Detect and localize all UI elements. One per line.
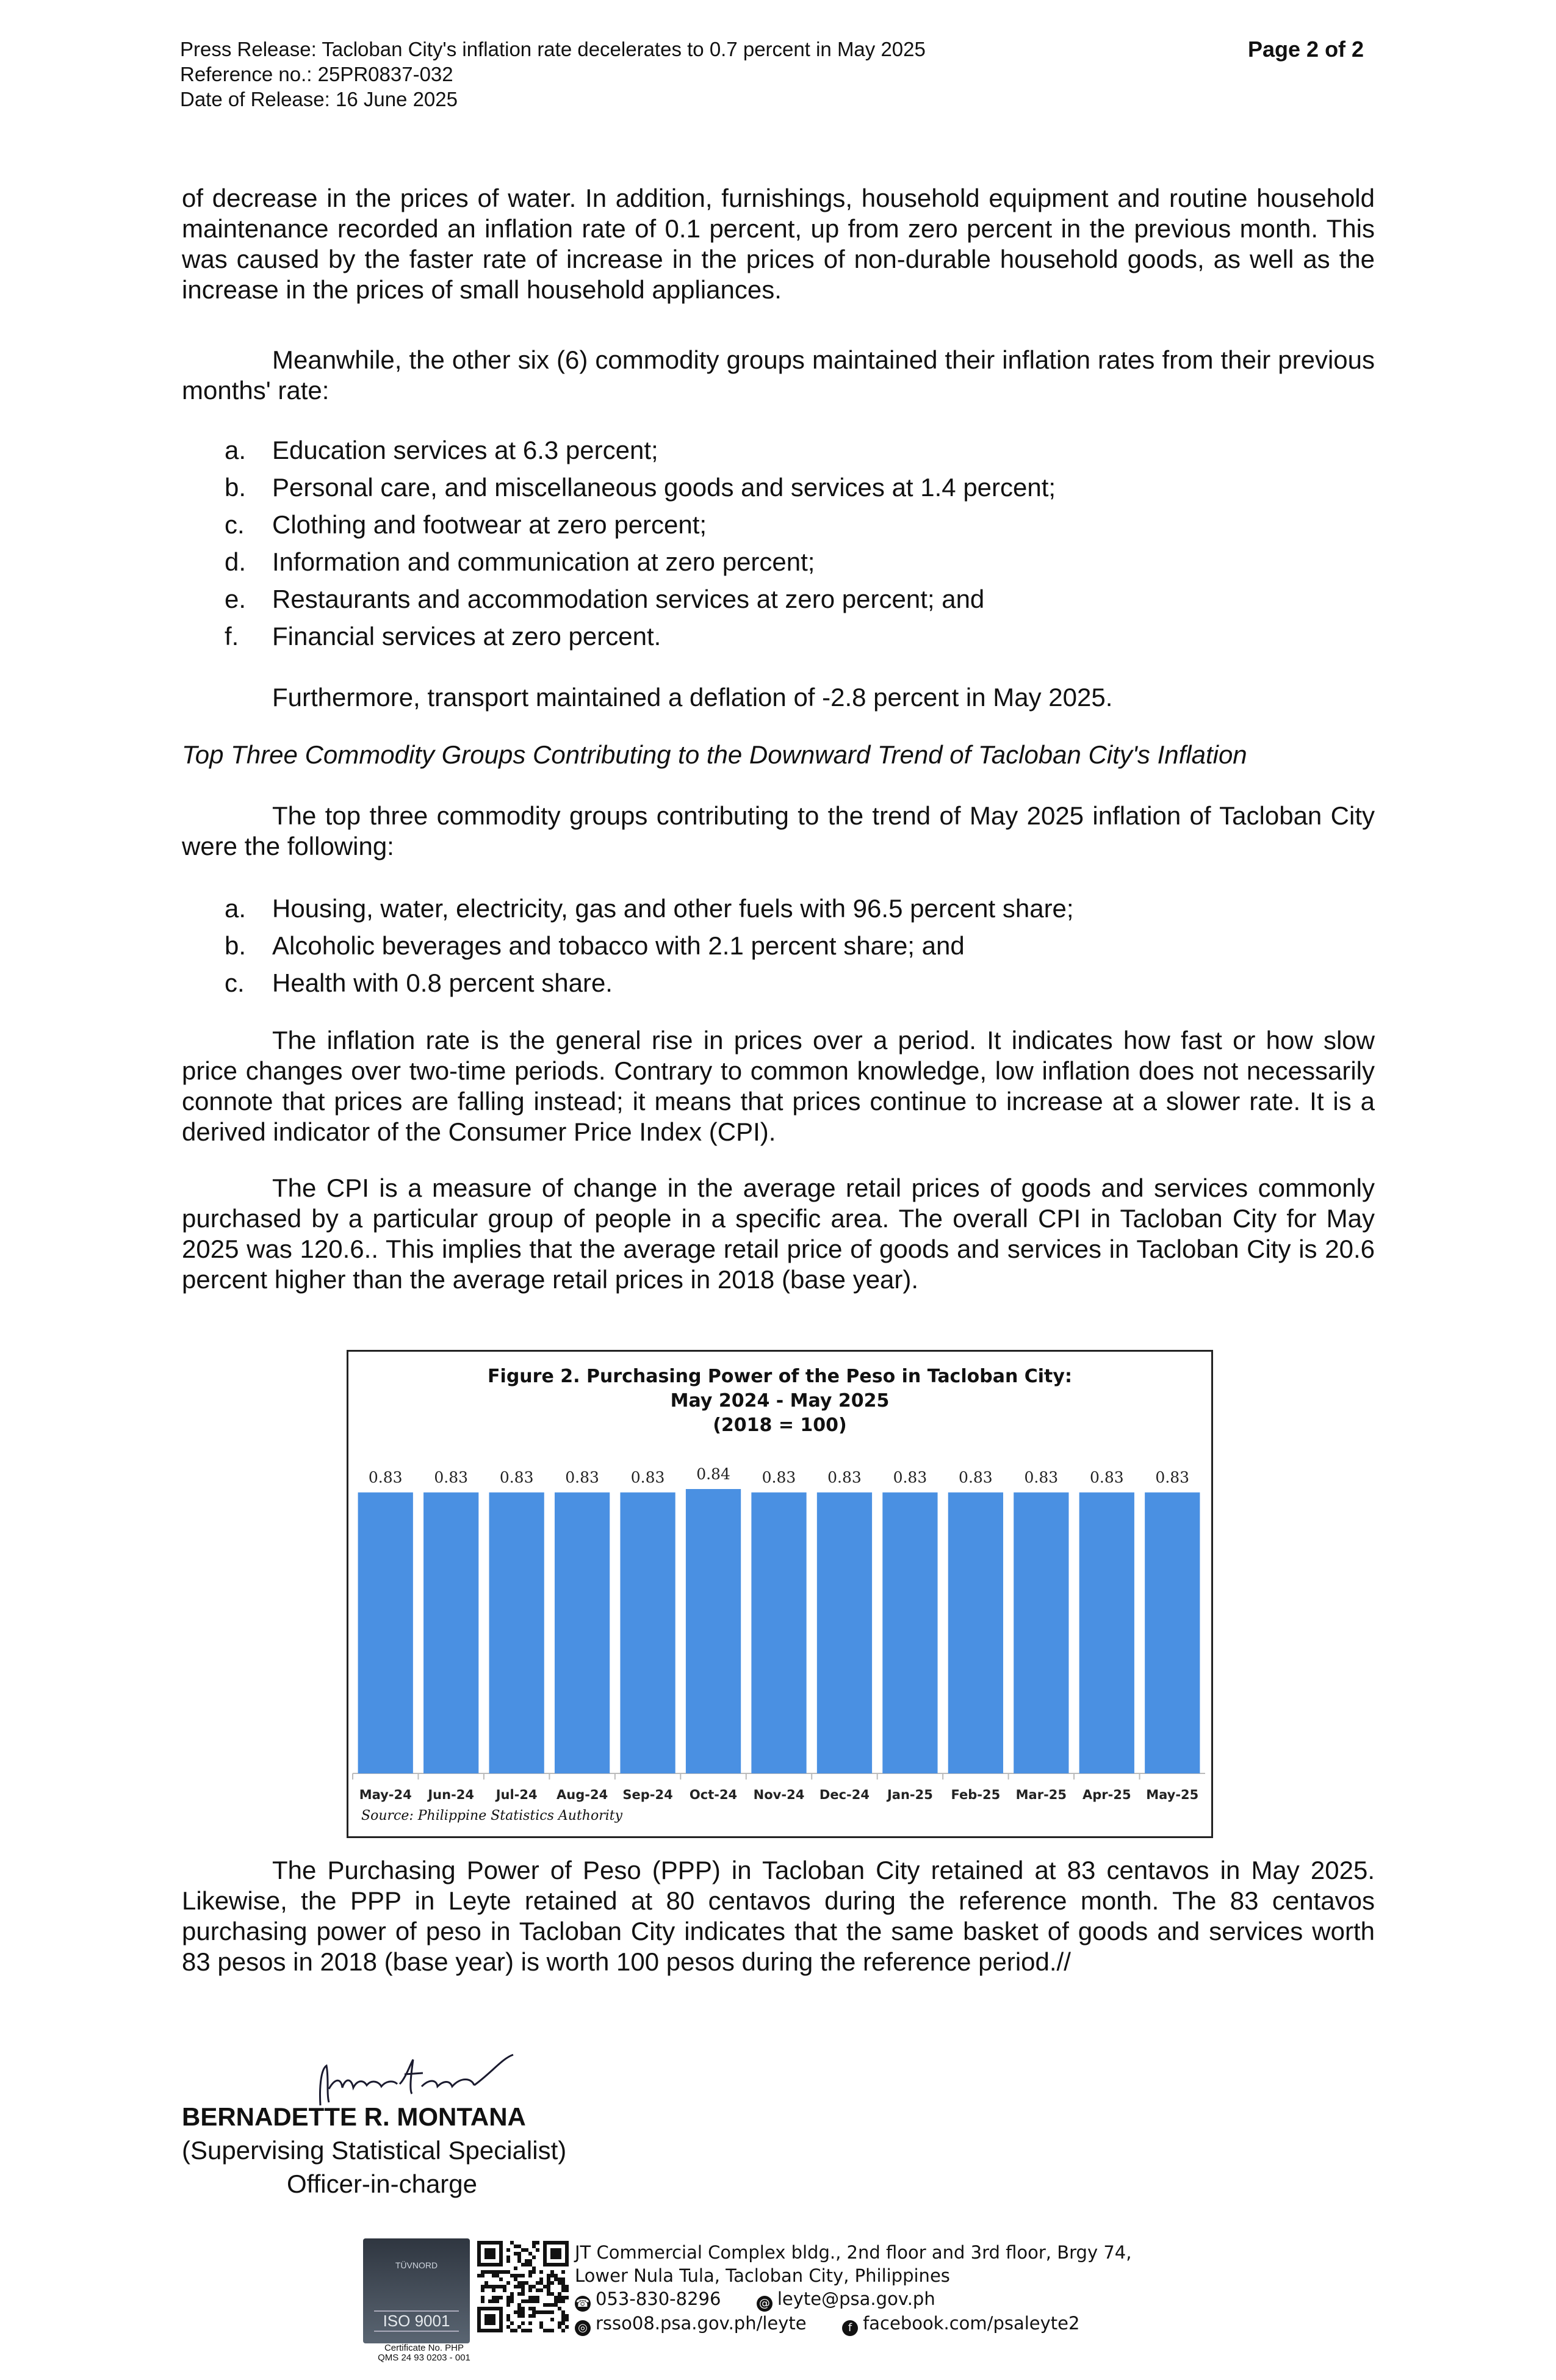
body-section-5 <box>182 1025 1375 1147</box>
list-item <box>182 890 1375 927</box>
data-label: 0.83 <box>630 1468 665 1487</box>
website-link[interactable]: rsso08.psa.gov.ph/leyte <box>596 2313 807 2334</box>
chart-bar <box>882 1493 937 1773</box>
iso-certification-badge <box>363 2238 470 2343</box>
list-item-text: Health with 0.8 percent share. <box>272 968 613 997</box>
data-label: 0.84 <box>696 1465 730 1483</box>
list-marker: e. <box>225 585 247 613</box>
list-item-text: Education services at 6.3 percent; <box>272 436 658 464</box>
list-item-text: Housing, water, electricity, gas and other fuels with 96.5 percent share; <box>272 894 1074 923</box>
email-icon: @ <box>757 2296 773 2312</box>
body-section-2 <box>182 345 1375 406</box>
list-item-text: Alcoholic beverages and tobacco with 2.1 percent share; and <box>272 931 965 960</box>
paragraph-3: Furthermore, transport maintained a deflation of -2.8 percent in May 2025. <box>272 683 1113 712</box>
list-marker: c. <box>225 968 245 997</box>
list-marker: f. <box>225 622 239 651</box>
chart-bar <box>1079 1493 1134 1773</box>
chart-title-line-3: (2018 = 100) <box>713 1415 847 1436</box>
paragraph-4: The top three commodity groups contributing to the trend of May 2025 inflation of Tacloban City were the following: <box>182 801 1375 860</box>
chart-bar <box>1014 1493 1068 1773</box>
email-address[interactable]: leyte@psa.gov.ph <box>777 2288 935 2309</box>
x-tick-label: Aug-24 <box>556 1787 608 1802</box>
list-marker: a. <box>225 894 247 923</box>
list-item <box>182 927 1375 964</box>
signatory-name: BERNADETTE R. MONTANA <box>182 2102 526 2131</box>
facebook-link[interactable]: facebook.com/psaleyte2 <box>863 2313 1080 2334</box>
chart-bar <box>1145 1493 1200 1773</box>
chart-bar <box>948 1493 1003 1773</box>
x-tick-label: Sep-24 <box>622 1787 673 1802</box>
body-section-6 <box>182 1173 1375 1295</box>
x-tick-label: Feb-25 <box>951 1787 1001 1802</box>
list-marker: c. <box>225 510 245 539</box>
list-item-text: Information and communication at zero percent; <box>272 547 815 576</box>
list-item <box>182 543 1375 580</box>
address-line-2: Lower Nula Tula, Tacloban City, Philippines <box>575 2265 950 2286</box>
data-label: 0.83 <box>827 1468 862 1487</box>
list-item <box>182 580 1375 618</box>
list-item <box>182 964 1375 1001</box>
chart-bar <box>817 1493 872 1773</box>
x-tick-label: Jan-25 <box>887 1787 933 1802</box>
chart-title-line-1: Figure 2. Purchasing Power of the Peso in Tacloban City: <box>488 1366 1072 1387</box>
paragraph-2: Meanwhile, the other six (6) commodity groups maintained their inflation rates from their previous months' rate: <box>182 345 1375 405</box>
chart-bar <box>358 1493 413 1773</box>
data-label: 0.83 <box>565 1468 599 1487</box>
qr-code-icon[interactable] <box>477 2241 569 2332</box>
phone-number[interactable]: 053-830-8296 <box>596 2288 721 2309</box>
list-item <box>182 469 1375 506</box>
paragraph-7: The Purchasing Power of Peso (PPP) in Tacloban City retained at 83 centavos in May 2025. Likewise, the PPP in Leyte retained at 80 centavos during the reference month. The 83 centavos purchasing power of peso in Tacloban City indicates that the same basket of goods and services worth 83 pesos in 2018 (base year) is worth 100 pesos during the reference period.// <box>182 1856 1375 1976</box>
header-title: Press Release: Tacloban City's inflation rate decelerates to 0.7 percent in May 2025 <box>180 38 926 60</box>
iso-label: ISO 9001 <box>374 2310 459 2332</box>
footer-contact <box>575 2241 1131 2336</box>
document-header <box>180 37 926 112</box>
iso-brand: TÜVNORD <box>395 2260 438 2270</box>
body-section-7 <box>182 1855 1375 1977</box>
x-tick-label: Nov-24 <box>753 1787 805 1802</box>
x-tick-label: Mar-25 <box>1015 1787 1067 1802</box>
release-date: Date of Release: 16 June 2025 <box>180 88 458 110</box>
data-label: 0.83 <box>959 1468 993 1487</box>
list-item-text: Financial services at zero percent. <box>272 622 661 651</box>
list-marker: b. <box>225 931 247 960</box>
signatory-role: Officer-in-charge <box>287 2169 478 2198</box>
commodity-list-1 <box>182 431 1375 655</box>
page-number: Page 2 of 2 <box>1248 37 1364 62</box>
x-tick-label: Jun-24 <box>428 1787 475 1802</box>
list-item-text: Personal care, and miscellaneous goods and services at 1.4 percent; <box>272 473 1056 502</box>
phone-icon: ☎ <box>575 2296 591 2312</box>
x-tick-label: Apr-25 <box>1082 1787 1131 1802</box>
chart-bar <box>686 1489 741 1773</box>
chart-bar <box>423 1493 478 1773</box>
certificate-line-1: Certificate No. PHP <box>384 2343 464 2353</box>
body-section-1 <box>182 183 1375 305</box>
list-item <box>182 431 1375 469</box>
data-label: 0.83 <box>1089 1468 1124 1487</box>
x-tick-label: May-25 <box>1146 1787 1199 1802</box>
paragraph-6: The CPI is a measure of change in the average retail prices of goods and services commonly purchased by a particular group of people in a specific area. The overall CPI in Tacloban City for May 2025 was 120.6.. This implies that the average retail price of goods and services in Tacloban City is 20.6 percent higher than the average retail prices in 2018 (base year). <box>182 1174 1375 1294</box>
signatory-position: (Supervising Statistical Specialist) <box>182 2136 567 2165</box>
list-item-text: Clothing and footwear at zero percent; <box>272 510 707 539</box>
data-label: 0.83 <box>434 1468 469 1487</box>
chart-bar <box>620 1493 675 1773</box>
data-label: 0.83 <box>893 1468 927 1487</box>
facebook-icon: f <box>842 2320 858 2336</box>
chart-title-line-2: May 2024 - May 2025 <box>670 1390 890 1412</box>
body-section-4 <box>182 801 1375 862</box>
certificate-line-2: QMS 24 93 0203 - 001 <box>378 2353 470 2363</box>
x-tick-label: Jul-24 <box>495 1787 538 1802</box>
data-label: 0.83 <box>499 1468 534 1487</box>
data-label: 0.83 <box>368 1468 403 1487</box>
data-label: 0.83 <box>1024 1468 1059 1487</box>
reference-number: Reference no.: 25PR0837-032 <box>180 63 453 85</box>
list-item-text: Restaurants and accommodation services at zero percent; and <box>272 585 985 613</box>
globe-icon: ◎ <box>575 2320 591 2336</box>
x-tick-label: Oct-24 <box>689 1787 738 1802</box>
address-line-1: JT Commercial Complex bldg., 2nd floor and 3rd floor, Brgy 74, <box>575 2242 1132 2263</box>
commodity-list-2 <box>182 890 1375 1001</box>
data-label: 0.83 <box>1155 1468 1190 1487</box>
certificate-number <box>363 2343 485 2363</box>
body-section-3 <box>182 682 1375 713</box>
x-tick-label: May-24 <box>359 1787 412 1802</box>
list-item <box>182 618 1375 655</box>
bar-chart <box>347 1350 1213 1838</box>
chart-bar <box>751 1493 806 1773</box>
list-marker: a. <box>225 436 247 464</box>
chart-bar <box>555 1493 610 1773</box>
paragraph-5: The inflation rate is the general rise in prices over a period. It indicates how fast or how slow price changes over two-time periods. Contrary to common knowledge, low inflation does not necessarily connote that prices are falling instead; it means that prices continue to increase at a slower rate. It is a derived indicator of the Consumer Price Index (CPI). <box>182 1026 1375 1146</box>
list-marker: b. <box>225 473 247 502</box>
list-marker: d. <box>225 547 247 576</box>
paragraph-1: of decrease in the prices of water. In addition, furnishings, household equipment and routine household maintenance recorded an inflation rate of 0.1 percent, up from zero percent in the previous month. This was caused by the faster rate of increase in the prices of non-durable household goods, as well as the increase in the prices of small household appliances. <box>182 184 1375 304</box>
chart-bar <box>489 1493 544 1773</box>
x-tick-label: Dec-24 <box>819 1787 870 1802</box>
data-label: 0.83 <box>762 1468 796 1487</box>
list-item <box>182 506 1375 543</box>
chart-source: Source: Philippine Statistics Authority <box>361 1808 623 1823</box>
section-heading: Top Three Commodity Groups Contributing to the Downward Trend of Tacloban City's Inflation <box>182 740 1247 769</box>
